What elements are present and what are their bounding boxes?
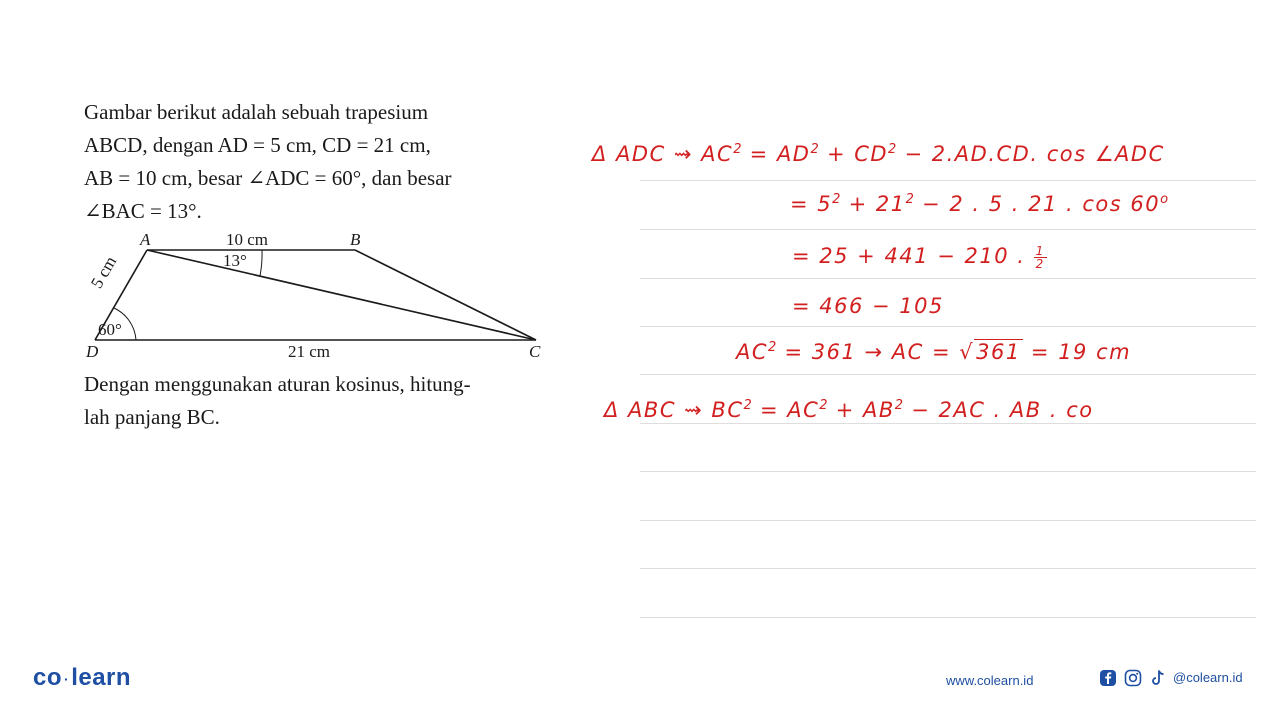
- side-ab-label: 10 cm: [226, 230, 269, 249]
- facebook-icon[interactable]: [1098, 668, 1117, 687]
- side-bc: [355, 250, 536, 340]
- diagonal-ac: [147, 250, 536, 340]
- solution-line-2: = $5^2 + 21^2 - 2$ . 5 . 21 . cos 60$^o$: [790, 192, 1169, 216]
- side-dc-label: 21 cm: [288, 342, 331, 361]
- arc-angle-a: [260, 250, 262, 276]
- ruled-line: [640, 229, 1256, 230]
- website-link[interactable]: www.colearn.id: [946, 673, 1034, 688]
- social-links: [1098, 668, 1243, 687]
- vertex-a-label: A: [140, 230, 151, 249]
- ruled-line: [640, 471, 1256, 472]
- ruled-line: [640, 326, 1256, 327]
- problem-line-1: Gambar berikut adalah sebuah trapesium: [84, 100, 429, 124]
- vertex-d-label: D: [86, 342, 99, 361]
- ruled-line: [640, 520, 1256, 521]
- problem-line-3: AB = 10 cm, besar ∠ADC = 60°, dan besar: [84, 166, 452, 190]
- solution-line-4: = 466 − 105: [792, 294, 944, 318]
- ruled-line: [640, 374, 1256, 375]
- colearn-logo[interactable]: co ·learn: [33, 664, 132, 691]
- ruled-line: [640, 568, 1256, 569]
- vertex-c-label: C: [529, 342, 541, 361]
- vertex-b-label: B: [350, 230, 361, 249]
- solution-line-5: $AC^2 = 361$ → AC = √361 = 19 cm: [736, 340, 1132, 364]
- instagram-icon[interactable]: [1123, 668, 1142, 687]
- solution-line-6: Δ ABC ⇝ $BC^2 = AC^2 + AB^2 - 2AC$ . AB . co: [604, 398, 1094, 422]
- question: [84, 368, 546, 434]
- fraction-half: $\frac{1}{2}$: [1035, 243, 1045, 271]
- solution-line-3: = 25 + 441 − 210 . $\frac{1}{2}$: [792, 243, 1045, 271]
- trapezoid-diagram: [80, 226, 550, 364]
- side-ad-label: 5 cm: [87, 252, 121, 292]
- question-line-2: lah panjang BC.: [84, 405, 220, 429]
- question-line-1: Dengan menggunakan aturan kosinus, hitung-: [84, 372, 471, 396]
- problem-statement: [84, 96, 546, 429]
- solution-line-1: Δ ADC ⇝ $AC^2 = AD^2 + CD^2 - 2.AD.CD$. cos ∠ADC: [592, 142, 1165, 166]
- ruled-line: [640, 180, 1256, 181]
- ruled-line: [640, 617, 1256, 618]
- ruled-line: [640, 278, 1256, 279]
- problem-line-2: ABCD, dengan AD = 5 cm, CD = 21 cm,: [84, 133, 431, 157]
- angle-adc-label: 60°: [98, 320, 122, 339]
- ruled-line: [640, 423, 1256, 424]
- angle-bac-label: 13°: [223, 251, 247, 270]
- tiktok-icon[interactable]: [1148, 668, 1167, 687]
- problem-line-4: ∠BAC = 13°.: [84, 199, 202, 223]
- social-handle[interactable]: @colearn.id: [1173, 670, 1243, 685]
